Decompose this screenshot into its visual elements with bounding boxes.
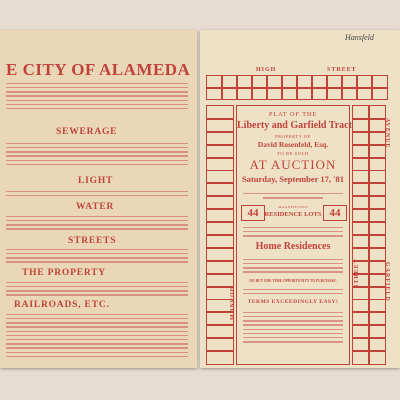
section-heading-streets: STREETS [68, 236, 117, 246]
flyer-plat-of-the: PLAT OF THE [268, 111, 318, 118]
section-heading-water: WATER [76, 202, 115, 212]
sewerage-text [6, 140, 188, 168]
street-label-street-top: STREET [327, 67, 357, 73]
flyer-date: Saturday, September 17, '81 [241, 174, 345, 184]
railroads-text [6, 311, 188, 360]
section-heading-property: THE PROPERTY [22, 268, 106, 278]
property-text [6, 279, 188, 299]
flyer-text-block-5 [243, 309, 343, 345]
flyer-opportunity: NO BUT ONE TIME OPPORTUNITY TO PURCHASE. [249, 279, 337, 283]
street-label-street-mid: STREET [354, 258, 360, 288]
flyer-tract-name: Liberty and Garfield Tract [237, 120, 352, 131]
auction-flyer [236, 105, 350, 365]
section-heading-railroads: RAILROADS, ETC. [14, 300, 110, 310]
plat-lot [368, 350, 386, 365]
flyer-terms: TERMS EXCEEDINGLY EASY! [247, 299, 339, 305]
street-label-garfield-right: GARFIELD [384, 262, 390, 302]
flyer-text-block-3 [243, 256, 343, 276]
flyer-text-block-2 [243, 224, 343, 239]
left-page [0, 30, 197, 368]
streets-text [6, 246, 188, 266]
intro-text [6, 80, 188, 112]
plat-lot [371, 87, 388, 101]
lots-label-small: MAGNIFICENT [278, 205, 308, 209]
plat-lot [206, 350, 234, 365]
flyer-owner: David Rosenfeld, Esq. [257, 140, 329, 149]
page-title: E CITY OF ALAMEDA [6, 60, 191, 79]
street-label-avenue: AVENUE [384, 118, 390, 149]
street-label-monroe: MONROE [230, 286, 236, 320]
water-text [6, 213, 188, 233]
flyer-property-of: PROPERTY OF [274, 134, 312, 139]
flyer-text-block-4 [243, 286, 343, 297]
lots-label: RESIDENCE LOTS [264, 211, 322, 218]
flyer-to-be-sold: TO BE SOLD [277, 151, 309, 156]
lots-count-left: 44 [241, 205, 265, 221]
section-heading-light: LIGHT [78, 176, 114, 186]
lots-count-right: 44 [323, 205, 347, 221]
light-text [6, 188, 188, 199]
flyer-at-auction: AT AUCTION [249, 157, 337, 172]
flyer-text-block-1 [243, 190, 343, 202]
street-label-high: HIGH [256, 67, 277, 73]
flyer-home-residences: Home Residences [255, 241, 331, 252]
section-heading-sewerage: SEWERAGE [56, 127, 118, 137]
handwritten-signature: Hansfeld [345, 33, 374, 42]
right-page [200, 30, 400, 368]
